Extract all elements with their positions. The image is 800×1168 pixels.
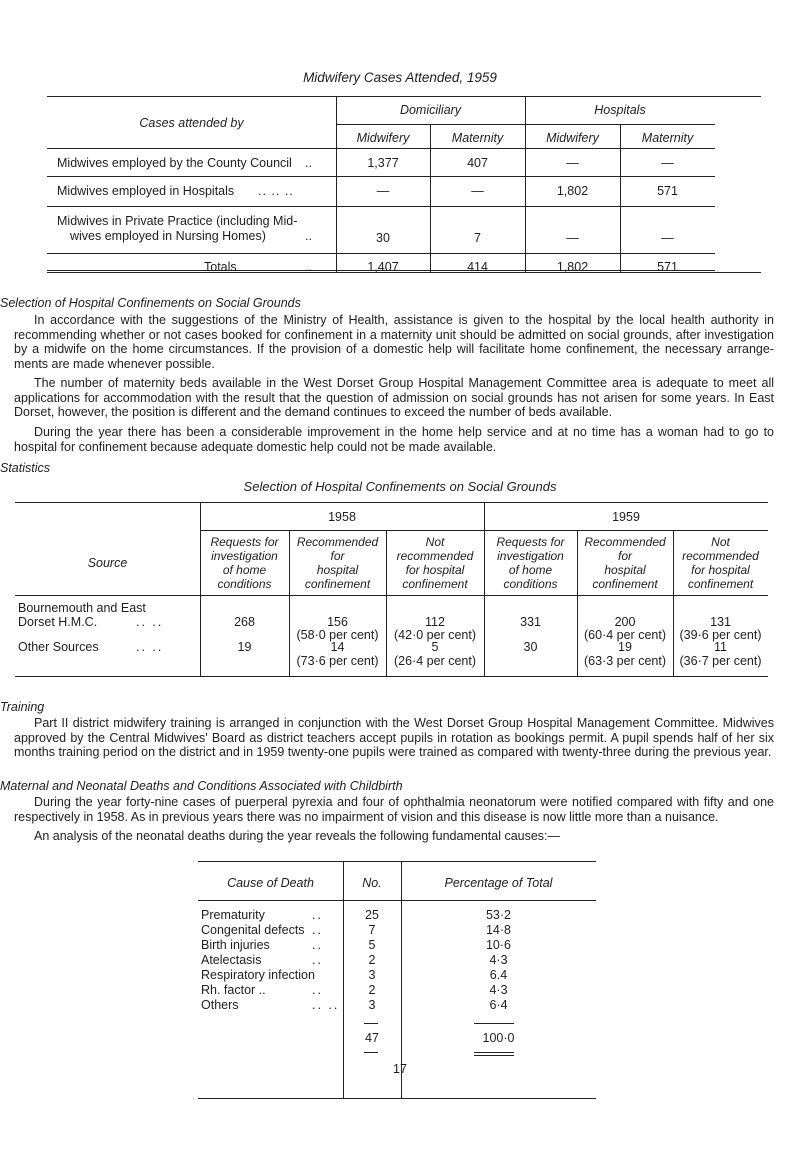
group-hospitals: Hospitals: [594, 103, 646, 117]
sub-maternity: Maternity: [641, 131, 694, 145]
page-title: Midwifery Cases Attended, 1959: [303, 70, 497, 85]
sub-maternity: Maternity: [451, 131, 504, 145]
cell: 1,802: [556, 184, 589, 198]
cell: 407: [467, 156, 488, 170]
paragraph: During the year forty-nine cases of puerperal pyrexia and four of ophthalmia neonatorum were notified compared with fifty and one respectively in 1958. As in previous years there was no impairment of vision and this disease is now little more than a nuisance.: [14, 795, 774, 824]
cell: —: [376, 184, 390, 198]
cell: 1,802: [556, 260, 589, 274]
col-not-recommended-1958: Not recommended for hospital confinement: [396, 535, 474, 591]
col-requests-1959: Requests for investigation of home conditions: [496, 535, 565, 591]
source-label: Dorset H.M.C.: [18, 615, 98, 629]
cell-percent: (58·0 per cent): [296, 628, 379, 642]
header-percentage: Percentage of Total: [444, 876, 553, 890]
year-1958: 1958: [328, 510, 356, 524]
section-text: [14, 313, 774, 371]
col-recommended-1958: Recommended for hospital confinement: [296, 535, 379, 591]
cell: 268: [234, 615, 255, 629]
col-not-recommended-1959: Not recommended for hospital confinement: [682, 535, 759, 591]
leader-dots: .. .. ..: [258, 184, 294, 198]
maternal-text: [14, 795, 774, 824]
cause-percentage: 4·3: [489, 953, 508, 967]
row-label: Midwives employed in Hospitals: [57, 184, 235, 198]
source-header: Source: [87, 556, 128, 570]
total-no: 47: [365, 1031, 379, 1045]
leader-dots: .. ..: [136, 640, 164, 654]
paragraph: During the year there has been a considerable improvement in the home help service and at no time has a woman had to go to hospital for confinement because adequate domestic help could not be made available.: [14, 425, 774, 454]
leader-dots: ..: [305, 260, 312, 274]
statistics-table-title: Selection of Hospital Confinements on Social Grounds: [243, 479, 557, 494]
year-1959: 1959: [612, 510, 640, 524]
cause-count: 3: [368, 968, 376, 982]
cause-label: Atelectasis: [201, 953, 262, 967]
cell: 19: [237, 640, 252, 654]
section-text: [14, 376, 774, 420]
cause-label: Congenital defects: [201, 923, 305, 937]
cause-label: Respiratory infection: [201, 968, 315, 982]
cell: —: [661, 231, 674, 245]
training-heading: Training: [0, 700, 45, 714]
cell: 156: [327, 615, 348, 629]
cause-label: Birth injuries: [201, 938, 270, 952]
row-label: Midwives in Private Practice (including Mid-: [57, 214, 298, 228]
cell: 14: [330, 640, 345, 654]
cell: —: [566, 231, 579, 245]
cell: 571: [657, 184, 678, 198]
row-header: Cases attended by: [139, 116, 244, 130]
cause-label: Prematurity: [201, 908, 265, 922]
cause-percentage: 10·6: [485, 938, 512, 952]
paragraph: Part II district midwifery training is arranged in conjunction with the West Dorset Group Hospital Management Committee. Midwives approved by the Central Midwives' Board as district teachers accept pupils in rotation as bookings permit. A pupil spends half of her six months training period on the district and in 1959 twenty-one pupils were trained as compared with twenty-three during the previous year.: [14, 716, 774, 759]
cause-percentage: 6.4: [489, 968, 508, 982]
cell: 11: [714, 640, 727, 654]
leader-dots: ..: [312, 938, 323, 952]
row-label: Midwives employed by the County Council: [57, 156, 292, 170]
col-requests-1958: Requests for investigation of home conditions: [210, 535, 279, 591]
total-percentage: 100·0: [482, 1031, 515, 1045]
cause-label: Rh. factor ..: [201, 983, 266, 997]
cell-percent: (60·4 per cent): [584, 628, 666, 642]
paragraph: The number of maternity beds available in the West Dorset Group Hospital Management Committee area is adequate to meet all applications for accommodation with the result that the question of admission on social grounds has not arisen for some years. In East Dorset, however, the position is different and the demand continues to exceed the number of beds available.: [14, 376, 774, 419]
cause-count: 2: [368, 953, 376, 967]
leader-dots: ..: [312, 923, 323, 937]
cell: 571: [657, 260, 678, 274]
cause-count: 25: [365, 908, 379, 922]
cell: 1,407: [367, 260, 399, 274]
page-number: 17: [393, 1062, 407, 1076]
cell: 19: [618, 640, 632, 654]
leader-dots: ..: [312, 953, 323, 967]
row-label: wives employed in Nursing Homes): [70, 229, 266, 243]
leader-dots: ..: [305, 229, 312, 243]
totals-label: Totals: [204, 260, 237, 274]
cause-count: 7: [368, 923, 376, 937]
cell: 112: [425, 615, 445, 629]
leader-dots: .. ..: [136, 615, 164, 629]
header-no: No.: [362, 876, 382, 890]
cell: 30: [523, 640, 538, 654]
paragraph: In accordance with the suggestions of the Ministry of Health, assistance is given to the hospital by the local health authority in recommending whether or not cases booked for confinement in a maternity unit should be admitted on social grounds, after investigation by a midwife on the home circumstances. If the provision of a domestic help will facilitate home confinement, the necessary arrange- ments are made whenever possible.: [14, 313, 774, 371]
leader-dots: ..: [312, 983, 323, 997]
cell-percent: (42·0 per cent): [394, 628, 476, 642]
paragraph: An analysis of the neonatal deaths during the year reveals the following fundamental causes:—: [34, 829, 561, 843]
cell: 131: [710, 615, 731, 629]
source-label: Other Sources: [18, 640, 99, 654]
cell-percent: (26·4 per cent): [394, 654, 476, 668]
cell: 30: [376, 231, 390, 245]
source-label: Bournemouth and East: [18, 601, 146, 615]
cause-percentage: 6·4: [489, 998, 508, 1012]
cause-count: 2: [368, 983, 376, 997]
cause-label: Others: [201, 998, 239, 1012]
sub-midwifery: Midwifery: [546, 131, 599, 145]
cell-percent: (73·6 per cent): [296, 654, 379, 668]
cell-percent: (63·3 per cent): [584, 654, 666, 668]
section-text: [14, 425, 774, 454]
cause-count: 5: [368, 938, 376, 952]
cause-percentage: 4·3: [489, 983, 508, 997]
cell: 1,377: [367, 156, 399, 170]
training-text: [14, 716, 774, 760]
cell-percent: (36·7 per cent): [679, 654, 762, 668]
cell: —: [471, 184, 484, 198]
col-recommended-1959: Recommended for hospital confinement: [584, 535, 666, 591]
maternal-heading: Maternal and Neonatal Deaths and Conditions Associated with Childbirth: [0, 779, 403, 793]
group-domiciliary: Domiciliary: [399, 103, 462, 117]
leader-dots: .. ..: [312, 998, 340, 1012]
cause-count: 3: [368, 998, 376, 1012]
leader-dots: ..: [312, 908, 323, 922]
cell: 414: [467, 260, 488, 274]
cell: —: [661, 156, 674, 170]
cell: 331: [520, 615, 541, 629]
cell: 200: [614, 615, 636, 629]
cell: 7: [474, 231, 481, 245]
section-heading: Selection of Hospital Confinements on Social Grounds: [0, 296, 301, 310]
header-cause: Cause of Death: [227, 876, 314, 890]
leader-dots: ..: [305, 156, 312, 170]
cause-percentage: 14·8: [485, 923, 512, 937]
statistics-heading: Statistics: [0, 461, 51, 475]
cell-percent: (39·6 per cent): [679, 628, 762, 642]
cause-percentage: 53·2: [485, 908, 512, 922]
maternal-text: [14, 829, 774, 844]
sub-midwifery: Midwifery: [356, 131, 410, 145]
cell: 5: [431, 640, 439, 654]
cell: —: [566, 156, 579, 170]
